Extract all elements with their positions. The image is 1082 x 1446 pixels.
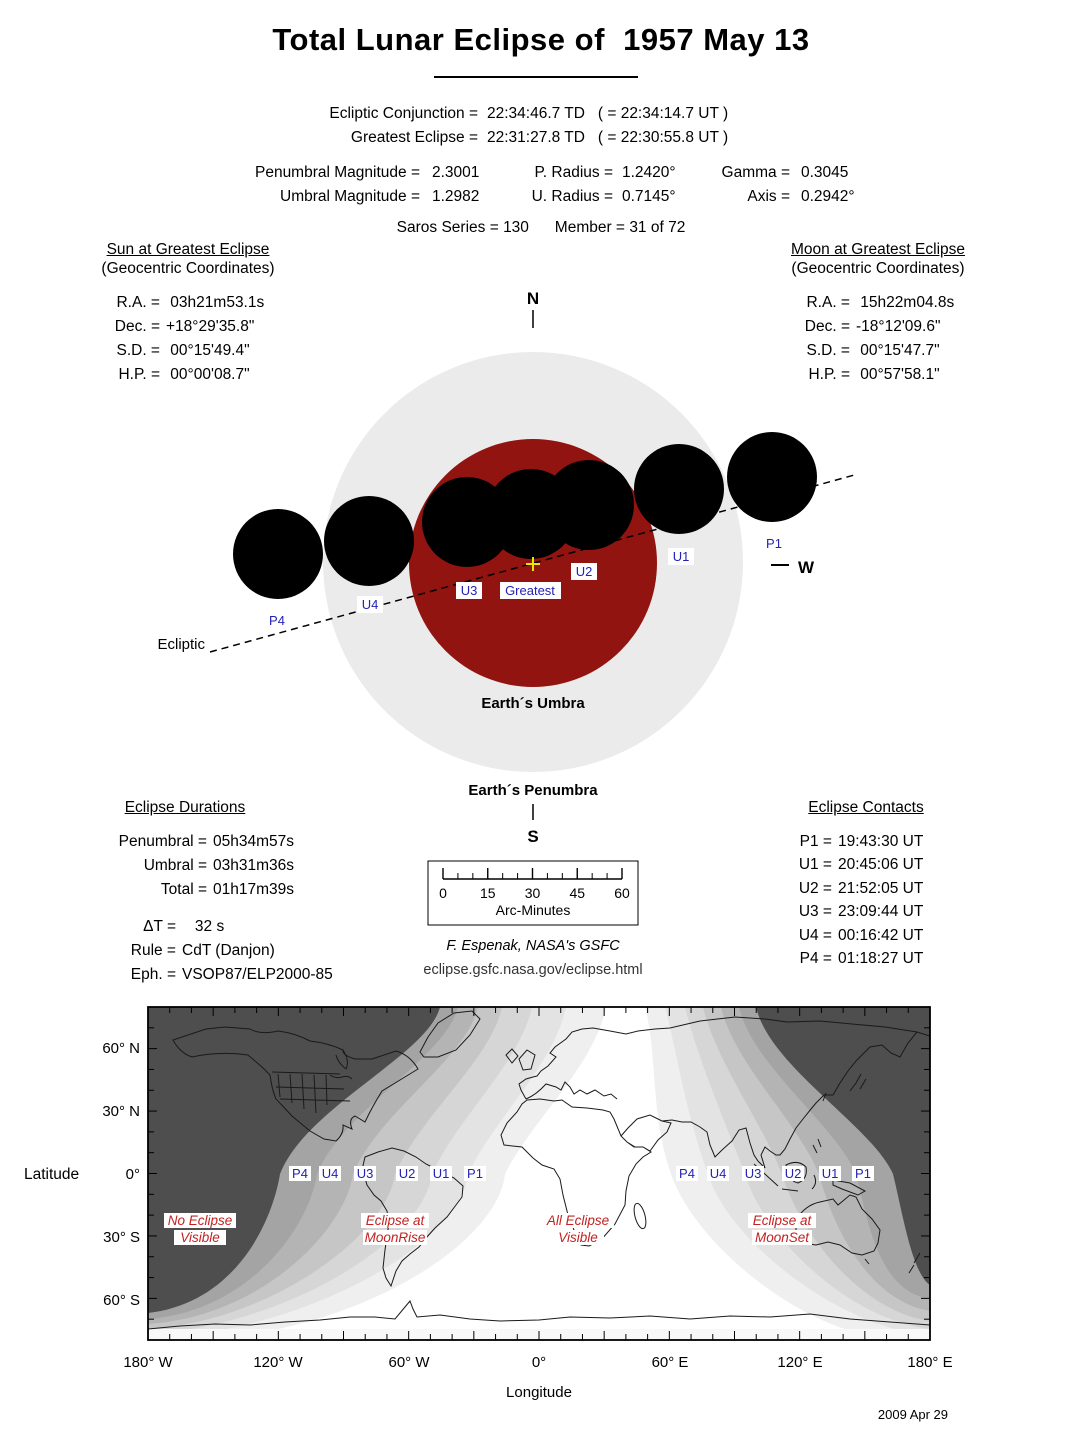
longitude-axis-title: Longitude xyxy=(506,1384,572,1401)
lat-0: 0° xyxy=(125,1166,140,1183)
greatest-eclipse-row xyxy=(160,126,940,150)
gamma-label: Gamma = xyxy=(721,164,790,181)
sun-ra-label: R.A. = xyxy=(116,294,160,311)
moon-sd-label: S.D. = xyxy=(806,342,850,359)
u-radius-label: U. Radius = xyxy=(531,188,613,205)
moon-u2-eclipsed xyxy=(544,460,634,550)
total-duration-label: Total = xyxy=(160,881,207,898)
svg-text:MoonSet: MoonSet xyxy=(754,1230,810,1245)
scale-45: 45 xyxy=(569,885,586,901)
moon-dec-label: Dec. = xyxy=(804,318,850,335)
scale-bar xyxy=(428,861,638,925)
svg-text:Eclipse at: Eclipse at xyxy=(752,1213,812,1228)
contact-u3-value: 23:09:44 UT xyxy=(838,903,924,921)
credit-author: F. Espenak, NASA's GSFC xyxy=(446,938,620,954)
ephemeris-label: Eph. = xyxy=(130,966,176,983)
p-radius-value: 1.2420° xyxy=(622,164,676,181)
rule-value: CdT (Danjon) xyxy=(182,942,275,959)
axis-value: 0.2942° xyxy=(801,188,855,205)
penumbra-caption: Earth´s Penumbra xyxy=(468,782,598,799)
saros-value: 130 xyxy=(503,219,529,236)
sun-subheading: (Geocentric Coordinates) xyxy=(101,260,275,277)
scale-60: 60 xyxy=(614,885,630,901)
umbral-magnitude-label: Umbral Magnitude = xyxy=(280,188,420,205)
moon-u1 xyxy=(634,444,724,534)
umbral-magnitude-value: 1.2982 xyxy=(432,188,480,205)
saros-row xyxy=(0,219,1082,237)
lon-120w: 120° W xyxy=(253,1354,303,1371)
conjunction-row xyxy=(160,102,940,126)
title-underline xyxy=(434,76,638,78)
sun-dec-label: Dec. = xyxy=(114,318,160,335)
svg-text:U1: U1 xyxy=(432,1166,450,1181)
contact-u1-value: 20:45:06 UT xyxy=(838,856,924,874)
contact-u4-label: U4 = xyxy=(798,926,832,944)
saros-label: Saros Series = xyxy=(396,219,499,236)
lat-60s: 60° S xyxy=(103,1292,140,1309)
contact-u1-label: U1 = xyxy=(798,856,832,874)
lon-180e: 180° E xyxy=(907,1354,953,1371)
sun-dec-value: +18°29'35.8" xyxy=(166,318,255,335)
svg-text:Greatest: Greatest xyxy=(505,583,555,598)
west-label: W xyxy=(797,558,815,577)
svg-text:U1: U1 xyxy=(672,549,690,564)
penumbral-duration-value: 05h34m57s xyxy=(213,833,295,850)
contact-label-u2 xyxy=(571,563,597,580)
contact-label-p1 xyxy=(761,535,787,552)
moon-dec-value: -18°12'09.6" xyxy=(856,318,941,335)
conjunction-label: Ecliptic Conjunction = xyxy=(329,105,478,122)
svg-text:U2: U2 xyxy=(784,1166,802,1181)
contact-label-u3 xyxy=(456,582,482,599)
moon-hp-label: H.P. = xyxy=(808,366,850,383)
svg-text:Visible: Visible xyxy=(558,1230,598,1245)
greatest-eclipse-value: 22:31:27.8 TD ( = 22:30:55.8 UT ) xyxy=(487,129,729,146)
svg-text:No Eclipse: No Eclipse xyxy=(167,1213,233,1228)
magnitude-row-1 xyxy=(0,161,1082,185)
contact-p1-label: P1 = xyxy=(799,833,832,850)
svg-text:P4: P4 xyxy=(292,1166,308,1181)
svg-text:P4: P4 xyxy=(269,613,285,628)
svg-text:U3: U3 xyxy=(356,1166,374,1181)
moon-heading: Moon at Greatest Eclipse xyxy=(790,241,966,258)
east-label: E xyxy=(259,557,271,576)
contact-p4-value: 01:18:27 UT xyxy=(838,950,924,968)
sun-sd-value: 00°15'49.4" xyxy=(166,342,250,359)
latitude-axis-title: Latitude xyxy=(24,1166,80,1183)
umbra-caption: Earth´s Umbra xyxy=(481,695,585,712)
axis-label: Axis = xyxy=(747,188,790,205)
moon-hp-value: 00°57'58.1" xyxy=(856,366,940,383)
south-label: S xyxy=(527,827,539,846)
sun-ra-value: 03h21m53.1s xyxy=(166,294,265,311)
figure-date: 2009 Apr 29 xyxy=(877,1407,948,1422)
contact-label-p4 xyxy=(264,612,290,629)
contact-p4-label: P4 = xyxy=(799,950,832,968)
visibility-map xyxy=(10,995,1070,1445)
lat-60n: 60° N xyxy=(102,1040,140,1057)
moon-p1 xyxy=(727,432,817,522)
moon-subheading: (Geocentric Coordinates) xyxy=(791,260,965,277)
contact-u2-label: U2 = xyxy=(798,879,832,897)
lon-60e: 60° E xyxy=(651,1354,689,1371)
durations-heading: Eclipse Durations xyxy=(124,799,246,816)
credit-url: eclipse.gsfc.nasa.gov/eclipse.html xyxy=(423,962,643,978)
moon-ra-value: 15h22m04.8s xyxy=(856,294,955,311)
svg-text:U4: U4 xyxy=(361,597,379,612)
delta-t-label: ΔT = xyxy=(143,918,176,935)
svg-text:MoonRise: MoonRise xyxy=(364,1230,426,1245)
magnitude-row-2 xyxy=(0,185,1082,209)
sun-sd-label: S.D. = xyxy=(116,342,160,359)
greatest-eclipse-label: Greatest Eclipse = xyxy=(350,129,478,146)
scale-0: 0 xyxy=(439,885,447,901)
contact-label-u4 xyxy=(357,596,383,613)
scale-30: 30 xyxy=(524,885,541,901)
contacts-heading: Eclipse Contacts xyxy=(808,799,924,816)
moon-ra-label: R.A. = xyxy=(806,294,850,311)
contact-label-greatest xyxy=(500,582,561,599)
penumbral-magnitude-value: 2.3001 xyxy=(432,164,480,181)
svg-text:U2: U2 xyxy=(575,564,593,579)
rule-label: Rule = xyxy=(130,942,176,959)
gamma-value: 0.3045 xyxy=(801,164,849,181)
lon-180w: 180° W xyxy=(123,1354,173,1371)
scale-15: 15 xyxy=(480,885,496,901)
umbral-duration-label: Umbral = xyxy=(143,857,207,874)
sun-heading: Sun at Greatest Eclipse xyxy=(106,241,270,258)
svg-text:P1: P1 xyxy=(766,536,782,551)
svg-text:Eclipse at: Eclipse at xyxy=(365,1213,425,1228)
svg-text:All Eclipse: All Eclipse xyxy=(546,1213,610,1228)
moon-u4 xyxy=(324,496,414,586)
moon-p4 xyxy=(233,509,323,599)
p-radius-label: P. Radius = xyxy=(534,164,613,181)
contact-u3-label: U3 = xyxy=(798,903,832,921)
lon-120e: 120° E xyxy=(777,1354,823,1371)
svg-text:U1: U1 xyxy=(821,1166,839,1181)
svg-text:P1: P1 xyxy=(467,1166,483,1181)
member-label: Member = xyxy=(554,219,625,236)
svg-text:U3: U3 xyxy=(744,1166,762,1181)
svg-text:U4: U4 xyxy=(709,1166,727,1181)
svg-text:U4: U4 xyxy=(321,1166,339,1181)
penumbral-duration-label: Penumbral = xyxy=(118,833,207,850)
total-duration-value: 01h17m39s xyxy=(213,881,295,898)
svg-text:U2: U2 xyxy=(398,1166,416,1181)
sun-hp-value: 00°00'08.7" xyxy=(166,366,250,383)
delta-t-value: 32 s xyxy=(182,918,225,935)
ephemeris-value: VSOP87/ELP2000-85 xyxy=(182,966,333,983)
svg-text:U3: U3 xyxy=(460,583,478,598)
scale-unit: Arc-Minutes xyxy=(495,902,571,918)
durations-block xyxy=(35,798,335,987)
lon-60w: 60° W xyxy=(388,1354,430,1371)
page-title: Total Lunar Eclipse of 1957 May 13 xyxy=(272,22,810,57)
svg-text:P1: P1 xyxy=(855,1166,871,1181)
penumbral-magnitude-label: Penumbral Magnitude = xyxy=(254,164,420,181)
moon-sd-value: 00°15'47.7" xyxy=(856,342,940,359)
contacts-block xyxy=(766,798,966,970)
lat-30n: 30° N xyxy=(102,1103,140,1120)
contact-u4-value: 00:16:42 UT xyxy=(838,926,924,944)
ecliptic-label: Ecliptic xyxy=(157,636,205,653)
contact-u2-value: 21:52:05 UT xyxy=(838,879,924,897)
svg-text:P4: P4 xyxy=(679,1166,695,1181)
contact-p1-value: 19:43:30 UT xyxy=(838,833,924,850)
svg-text:Visible: Visible xyxy=(180,1230,220,1245)
lat-30s: 30° S xyxy=(103,1229,140,1246)
north-label: N xyxy=(526,289,540,308)
member-value: 31 of 72 xyxy=(629,219,686,236)
umbral-duration-value: 03h31m36s xyxy=(213,857,295,874)
sun-hp-label: H.P. = xyxy=(118,366,160,383)
conjunction-block xyxy=(160,102,940,150)
contact-label-u1 xyxy=(668,548,694,565)
u-radius-value: 0.7145° xyxy=(622,188,676,205)
conjunction-value: 22:34:46.7 TD ( = 22:34:14.7 UT ) xyxy=(487,105,729,122)
lon-0: 0° xyxy=(531,1354,547,1371)
